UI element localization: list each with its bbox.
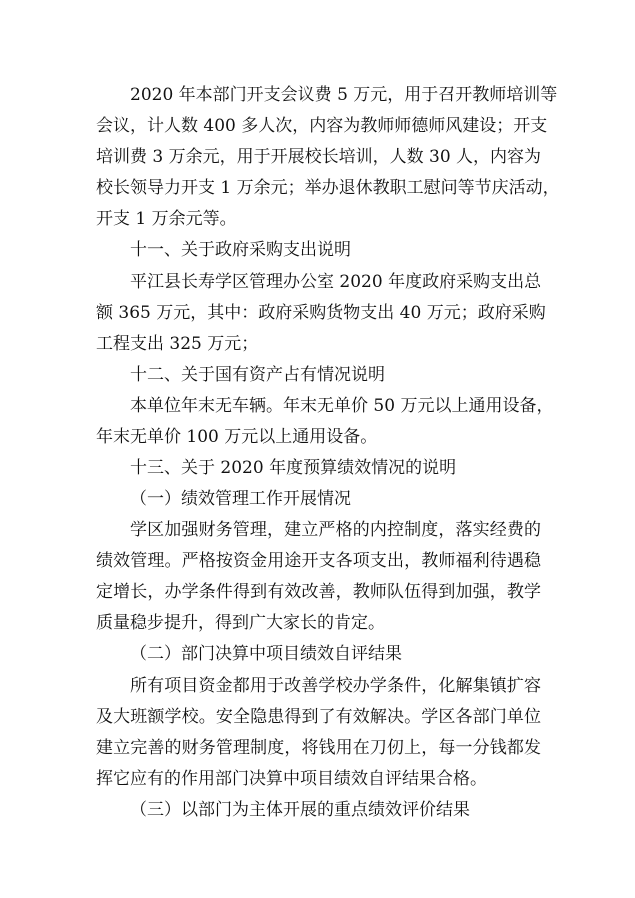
paragraph-line: 额 365 万元，其中：政府采购货物支出 40 万元；政府采购 [96, 303, 546, 323]
paragraph-line: 建立完善的财务管理制度，将钱用在刀仞上，每一分钱都发 [96, 738, 541, 758]
paragraph-line: 定增长，办学条件得到有效改善，教师队伍得到加强，教学 [96, 582, 541, 602]
subsection-heading: （三）以部门为主体开展的重点绩效评价结果 [130, 800, 470, 820]
paragraph-line: 绩效管理。严格按资金用途开支各项支出，教师福利待遇稳 [96, 551, 541, 571]
section-heading: 十三、关于 2020 年度预算绩效情况的说明 [130, 458, 457, 478]
paragraph-line: 学区加强财务管理，建立严格的内控制度，落实经费的 [130, 520, 541, 540]
paragraph-line: 校长领导力开支 1 万余元；举办退休教职工慰问等节庆活动， [96, 178, 560, 198]
paragraph-line: 所有项目资金都用于改善学校办学条件，化解集镇扩容 [130, 676, 541, 696]
subsection-heading: （一）绩效管理工作开展情况 [130, 489, 351, 509]
subsection-heading: （二）部门决算中项目绩效自评结果 [130, 644, 402, 664]
paragraph-line: 会议，计人数 400 多人次，内容为教师师德师风建设；开支 [96, 116, 548, 136]
paragraph-line: 培训费 3 万余元，用于开展校长培训，人数 30 人，内容为 [96, 147, 542, 167]
paragraph-line: 开支 1 万余元等。 [96, 209, 237, 229]
paragraph-line: 质量稳步提升，得到广大家长的肯定。 [96, 613, 385, 633]
section-heading: 十二、关于国有资产占有情况说明 [130, 365, 385, 385]
paragraph-line: 平江县长寿学区管理办公室 2020 年度政府采购支出总 [130, 272, 542, 292]
paragraph-line: 工程支出 325 万元； [96, 334, 259, 354]
section-heading: 十一、关于政府采购支出说明 [130, 240, 351, 260]
paragraph-line: 本单位年末无车辆。年末无单价 50 万元以上通用设备， [130, 396, 554, 416]
paragraph-line: 及大班额学校。安全隐患得到了有效解决。学区各部门单位 [96, 707, 541, 727]
paragraph-line: 年末无单价 100 万元以上通用设备。 [96, 427, 378, 447]
paragraph-line: 2020 年本部门开支会议费 5 万元，用于召开教师培训等 [130, 85, 558, 105]
paragraph-line: 挥它应有的作用部门决算中项目绩效自评结果合格。 [96, 769, 487, 789]
